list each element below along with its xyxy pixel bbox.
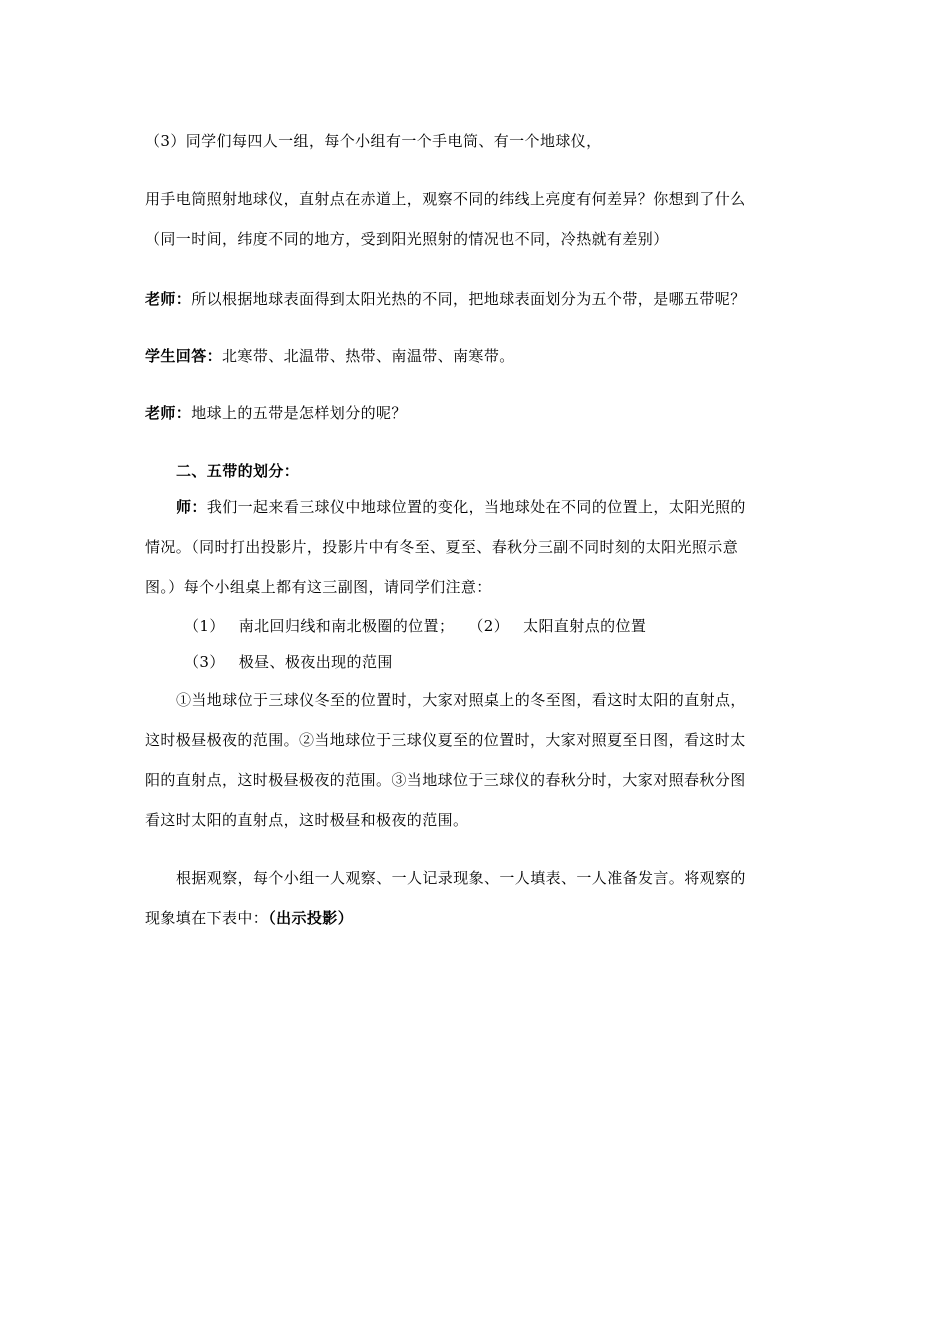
instruction-text: 用手电筒照射地球仪，直射点在赤道上，观察不同的纬线上亮度有何差异？你想到了什么: [145, 190, 746, 208]
teacher-question-2: [145, 402, 407, 423]
paragraph-2-line-4: 看这时太阳的直射点，这时极昼和极夜的范围。: [145, 811, 469, 829]
student-label: 学生回答：: [145, 347, 223, 365]
paragraph-1-line-3: 图。）每个小组桌上都有这三副图，请同学们注意：: [145, 578, 492, 596]
item-text: 南北回归线和南北极圈的位置；: [238, 617, 455, 635]
teacher-question-text: 地球上的五带是怎样划分的呢？: [191, 404, 407, 422]
item-number: （3）: [184, 653, 225, 671]
teacher-question-1: [145, 288, 746, 309]
teacher-label: 老师：: [145, 404, 192, 422]
paragraph-3-line-2: [145, 907, 353, 928]
paragraph-3-line-1: 根据观察，每个小组一人观察、一人记录现象、一人填表、一人准备发言。将观察的: [176, 869, 746, 887]
student-answer-text: 北寒带、北温带、热带、南温带、南寒带。: [222, 347, 515, 365]
item-number: （1）: [184, 617, 225, 635]
list-item-3: [184, 651, 393, 672]
paragraph-2-line-1: ①当地球位于三球仪冬至的位置时，大家对照桌上的冬至图，看这时太阳的直射点，: [176, 691, 746, 709]
paragraph-text: 现象填在下表中：: [145, 909, 269, 927]
teacher-label: 师：: [176, 498, 207, 516]
projection-note: （出示投影）: [268, 909, 354, 927]
section-title: 二、五带的划分：: [176, 462, 300, 480]
step-3-text: （3）同学们每四人一组，每个小组有一个手电筒、有一个地球仪，: [145, 132, 602, 150]
teacher-label: 老师：: [145, 290, 192, 308]
item-text: 太阳直射点的位置: [523, 617, 647, 635]
item-number: （2）: [468, 617, 510, 635]
instruction-note: （同一时间，纬度不同的地方，受到阳光照射的情况也不同，冷热就有差别）: [145, 230, 669, 248]
paragraph-1-line-1: [176, 496, 746, 517]
item-text: 极昼、极夜出现的范围: [238, 653, 393, 671]
paragraph-1-line-2: 情况。（同时打出投影片，投影片中有冬至、夏至、春秋分三副不同时刻的太阳光照示意: [145, 538, 739, 556]
list-item-1-2: [184, 615, 646, 636]
teacher-question-text: 所以根据地球表面得到太阳光热的不同，把地球表面划分为五个带，是哪五带呢？: [191, 290, 746, 308]
paragraph-text: 我们一起来看三球仪中地球位置的变化，当地球处在不同的位置上，太阳光照的: [206, 498, 746, 516]
student-answer: [145, 345, 515, 366]
paragraph-2-line-2: 这时极昼极夜的范围。②当地球位于三球仪夏至的位置时，大家对照夏至日图，看这时太: [145, 731, 746, 749]
paragraph-2-line-3: 阳的直射点，这时极昼极夜的范围。③当地球位于三球仪的春秋分时，大家对照春秋分图: [145, 771, 746, 789]
